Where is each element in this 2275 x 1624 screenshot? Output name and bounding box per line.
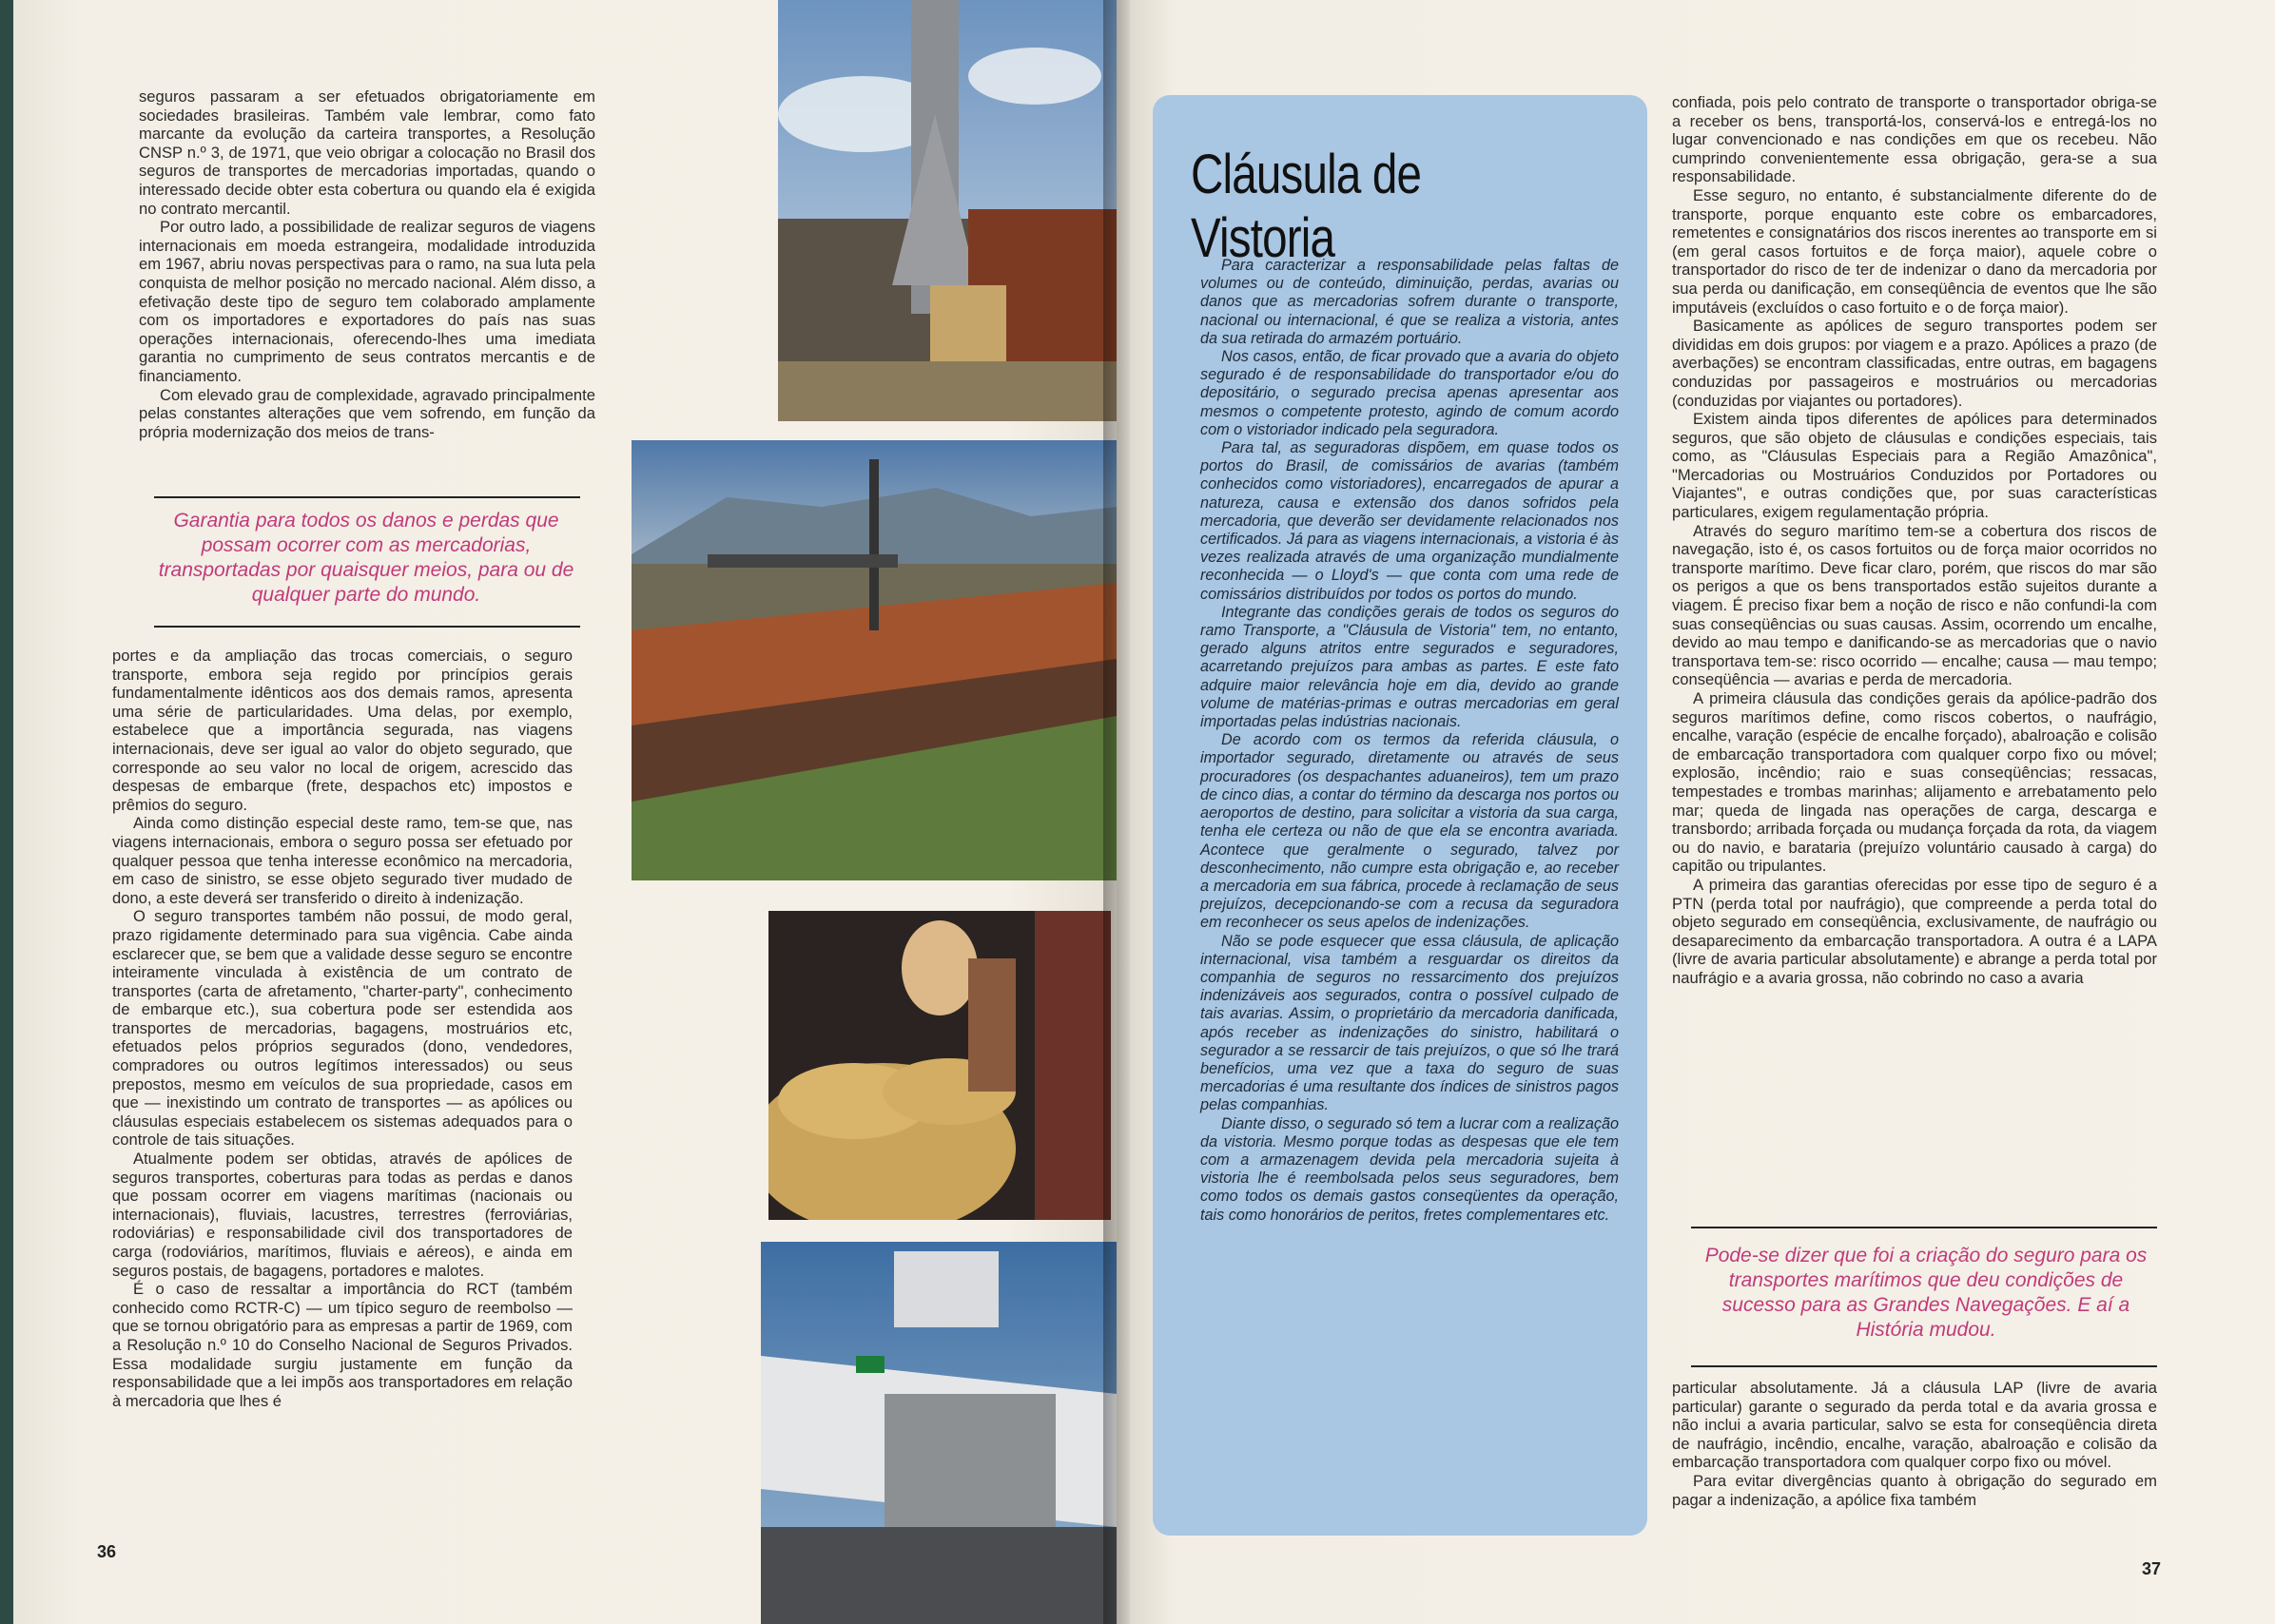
box-title: Cláusula de Vistoria — [1191, 144, 1422, 269]
paragraph: A primeira cláusula das condições gerais da apólice-padrão dos seguros marítimos define, como riscos cobertos, o naufrágio, encalhe, varação (espécie de encalhe forçado), abalroação e colisão de embarcação transportadora com qualquer corpo fixo ou móvel; explosão, incêndio; raio e suas conseqüências; ressacas, tempestades e trombas marinhas; alijamento e arrebatamento pelo mar; queda de lingada nas operações de carga, descarga e transbordo; arribada forçada ou mudança forçada da rota, da viagem ou do navio, e barataria (prejuízo voluntário causado à carga) do capitão ou tripulantes. — [1672, 689, 2157, 876]
photo-port-crane — [778, 0, 1117, 421]
pull-quote-rule-top — [154, 496, 580, 498]
paragraph: seguros passaram a ser efetuados obrigatoriamente em sociedades brasileiras. Também vale lembrar, como fato marcante da evolução da carteira transportes, a Resolução CNSP n.º 3, de 1971, que veio obrigar a colocação no Brasil dos seguros de transportes de mercadorias importadas, quando o interessado decide obter esta cobertura ou quando ela é exigida no contrato mercantil. — [139, 87, 595, 218]
right-pull-quote-rule-top — [1691, 1227, 2157, 1228]
paragraph: De acordo com os termos da referida cláusula, o importador segurado, diretamente ou através de seus procuradores (os despachantes aduaneiros), tem um prazo de cinco dias, a contar do término da descarga nos portos ou aeroportos de destino, para solicitar a vistoria da sua carga, tenha ele certeza ou não de que ela se encontra avariada. Acontece que geralmente o segurado, talvez por desconhecimento, não cumpre esta obrigação e, ao receber a mercadoria em sua fábrica, procede à reclamação de seus prejuízos, decepcionando-se com a recusa da seguradora em reconhecer os seus apelos de indenizações. — [1200, 731, 1619, 932]
paragraph: Existem ainda tipos diferentes de apólices para determinados seguros, que são objeto de cláusulas e condições especiais, tais como, as "Cláusulas Especiais para a Região Amazônica", "Mercadorias ou Mostruários Conduzidos por Portadores ou Viajantes", e outras condições que, por suas características particulares, exigem regulamentação própria. — [1672, 410, 2157, 522]
paragraph: portes e da ampliação das trocas comerciais, o seguro transporte, embora seja regido por princípios gerais fundamentalmente idênticos aos dos demais ramos, apresenta uma série de particularidades. Uma delas, por exemplo, estabelece que a importância segurada, nas viagens internacionais, deve ser igual ao valor do objeto segurado, que corresponde ao seu valor no local de origem, acrescido das despesas de embarque (frete, despachos etc) impostos e prêmios do seguro. — [112, 647, 573, 814]
photo-coffee-sacks — [768, 911, 1111, 1220]
right-pull-quote-rule-bottom — [1691, 1365, 2157, 1367]
paragraph: confiada, pois pelo contrato de transporte o transportador obriga-se a receber os bens, transportá-los, conservá-los e entregá-los no lugar convencionado e nas condições em que os recebeu. Não cumprindo convenientemente essa obrigação, gera-se a sua responsabilidade. — [1672, 93, 2157, 186]
paragraph: Nos casos, então, de ficar provado que a avaria do objeto segurado é de responsabilidade do transportador e/ou do depositário, o segurado precisa apenas apresentar aos mesmos o competente protesto, agindo de comum acordo com o vistoriador indicado pela seguradora. — [1200, 348, 1619, 438]
paragraph: O seguro transportes também não possui, de modo geral, prazo rigidamente determinado para sua vigência. Cabe ainda esclarecer que, se bem que a validade desse seguro se encontre inteiramente vinculada à existência de um contrato de transportes (carta de afretamento, "charter-party", conhecimento de embarque etc.), sua cobertura pode ser estendida aos transportes de mercadorias, bagagens, mostruários etc, efetuados pelos próprios segurados (dono, vendedores, compradores ou outros legítimos interessados) ou seus prepostos, mesmo em veículos de sua propriedade, casos em que — inexistindo um contrato de transportes — as apólices ou cláusulas especiais estabelecem os sistemas adequados para o controle de tais situações. — [112, 907, 573, 1150]
paragraph: Ainda como distinção especial deste ramo, tem-se que, nas viagens internacionais, embora o seguro possa ser efetuado por qualquer pessoa que tenha interesse econômico na mercadoria, em caso de sinistro, se esse objeto segurado tiver mudado de dono, a este deverá ser transferido o direito à indenização. — [112, 814, 573, 907]
spine-gutter — [1103, 0, 1130, 1624]
paragraph: É o caso de ressaltar a importância do RCT (também conhecido como RCTR-C) — um típico seguro de reembolso — que se tornou obrigatório para as empresas a partir de 1969, com a Resolução n.º 10 do Conselho Nacional de Seguros Privados. Essa modalidade surgiu justamente em função da responsabilidade que a lei impõs aos transportadores em relação à mercadoria que lhes é — [112, 1280, 573, 1410]
paragraph: Esse seguro, no entanto, é substancialmente diferente do de transporte, porque enquanto este cobre os embarcadores, remetentes e consignatários dos riscos inerentes ao transporte em si (em geral casos fortuitos e de força maior), aquele cobre o transportador do risco de ter de indenizar o dano da mercadoria por sua perda ou danificação, em conseqüência de eventos que lhe são imputáveis (excluídos o caso fortuito e o de força maior). — [1672, 185, 2157, 317]
paragraph: Integrante das condições gerais de todos os seguros do ramo Transporte, a "Cláusula de Vistoria" tem, no entanto, gerado alguns atritos entre segurados e seguradores, acarretando prejuízos para ambas as partes. E este fato adquire maior relevância hoje em dia, devido ao grande volume de matérias-primas e outras mercadorias em geral importadas pelas indústrias nacionais. — [1200, 603, 1619, 731]
right-column-top — [1672, 93, 2157, 988]
paragraph: Por outro lado, a possibilidade de realizar seguros de viagens internacionais em moeda estrangeira, modalidade introduzida em 1967, abriu novas perspectivas para o ramo, na sua luta pela conquista de melhor posição no mercado nacional. Além disso, a efetivação deste tipo de seguro tem colaborado amplamente com os importadores e exportadores do país nas suas operações internacionais, oferecendo-lhes uma imediata garantia no cumprimento de seus contratos mercantis e de financiamento. — [139, 218, 595, 385]
photo-cargo-airplane — [761, 1242, 1117, 1624]
paragraph: Não se pode esquecer que essa cláusula, de aplicação internacional, visa também a resguardar os direitos da companhia de seguros no ressarcimento dos prejuízos indenizáveis aos segurados, contra o possível culpado de tais avarias. Assim, o proprietário da mercadoria danificada, após receber as indenizações do sinistro, habilitará o segurador a se ressarcir de tais prejuízos, o que só lhe trará benefícios, uma vez que a taxa do seguro de suas mercadorias é uma resultante dos índices de sinistros pagos pelas companhias. — [1200, 932, 1619, 1114]
paragraph: particular absolutamente. Já a cláusula LAP (livre de avaria particular) garante o segurado da perda total e da avaria grossa e não inclui a avaria particular, salvo se esta for conseqüência direta de naufrágio, incêndio, encalhe, varação, abalroação e colisão da embarcação transportadora com qualquer corpo fixo ou móvel. — [1672, 1379, 2157, 1472]
paragraph: Basicamente as apólices de seguro transportes podem ser divididas em dois grupos: por viagem e a prazo. Apólices a prazo (de averbações) se encontram classificadas, entre outras, em bagagens conduzidas por passageiros e mostruários ou mercadorias (conduzidas por viajantes ou portadores). — [1672, 317, 2157, 410]
paragraph: Com elevado grau de complexidade, agravado principalmente pelas constantes alterações que vem sofrendo, em função da própria modernização dos meios de trans- — [139, 385, 595, 441]
paragraph: Para tal, as seguradoras dispõem, em quase todos os portos do Brasil, de comissários de avarias (também conhecidos como vistoriadores), encarregados de apurar a natureza, causa e extensão dos danos sofridos pela mercadoria, que deverão ser devidamente relacionados nos certificados. Já para as viagens internacionais, a vistoria é às vezes realizada através de uma organização mundialmente reconhecida — o Lloyd's — que conta com uma rede de comissários distribuídos por todos os portos do mundo. — [1200, 439, 1619, 603]
paragraph: Atualmente podem ser obtidas, através de apólices de seguros transportes, coberturas para todas as perdas e danos que possam ocorrer em viagens marítimas (nacionais ou internacionais), fluviais, lacustres, terrestres (ferroviárias, rodoviárias) e responsabilidade civil dos transportadores de carga (rodoviários, marítimos, fluviais e aéreos), e ainda em seguros postais, de bagagens, portadores e malotes. — [112, 1150, 573, 1280]
page-number-left: 36 — [97, 1542, 117, 1561]
paragraph: A primeira das garantias oferecidas por esse tipo de seguro é a PTN (perda total por naufrágio), que compreende a perda total do objeto segurado em conseqüência, exclusivamente, de naufrágio ou desaparecimento da embarcação transportadora. A outra é a LAPA (livre de avaria particular absolutamente) e abrange a perda total por naufrágio e a avaria grossa, não cobrindo no caso a avaria — [1672, 875, 2157, 987]
left-column-top — [139, 87, 595, 441]
pull-quote-rule-bottom — [154, 626, 580, 628]
page-number-right: 37 — [2142, 1559, 2162, 1578]
right-column-bottom — [1672, 1379, 2157, 1509]
left-pull-quote: Garantia para todos os danos e perdas que possam ocorrer com as mercadorias, transportadas por quaisquer meios, para ou de qualquer parte do mundo. — [158, 510, 574, 606]
box-body — [1200, 257, 1619, 1225]
paragraph: Para caracterizar a responsabilidade pelas faltas de volumes ou de conteúdo, diminuição, perdas, avarias ou danos que as mercadorias sofrem durante o transporte, nacional ou internacional, é que se realiza a vistoria, antes da sua retirada do armazém portuário. — [1200, 257, 1619, 347]
paragraph: Diante disso, o segurado só tem a lucrar com a realização da vistoria. Mesmo porque todas as despesas que ele tem com a armazenagem devida pela mercadoria sujeita à vistoria lhe é reembolsada pelos seus seguradores, bem como todos os demais gastos conseqüentes da operação, tais como honorários de peritos, fretes complementares etc. — [1200, 1114, 1619, 1224]
paragraph: Para evitar divergências quanto à obrigação do segurado em pagar a indenização, a apólice fixa também — [1672, 1471, 2157, 1509]
left-column-bottom — [112, 647, 573, 1410]
right-pull-quote: Pode-se dizer que foi a criação do seguro para os transportes marítimos que deu condições de sucesso para as Grandes Navegações. E aí a História mudou. — [1704, 1245, 2148, 1341]
paragraph: Através do seguro marítimo tem-se a cobertura dos riscos de navegação, isto é, os casos fortuitos ou de força maior ocorridos no transporte marítimo. Deve ficar claro, porém, que riscos do mar são os perigos a que os bens transportados estão sujeitos durante a viagem. É preciso fixar bem a noção de risco e não confundi-la com suas conseqüências ou suas causas. Assim, ocorrendo um encalhe, devido ao mau tempo e danificando-se as mercadorias que o navio transportava tem-se: risco ocorrido — encalhe; causa — mau tempo; conseqüência — avarias e perda de mercadoria. — [1672, 521, 2157, 689]
photo-rail-yard — [632, 440, 1117, 880]
